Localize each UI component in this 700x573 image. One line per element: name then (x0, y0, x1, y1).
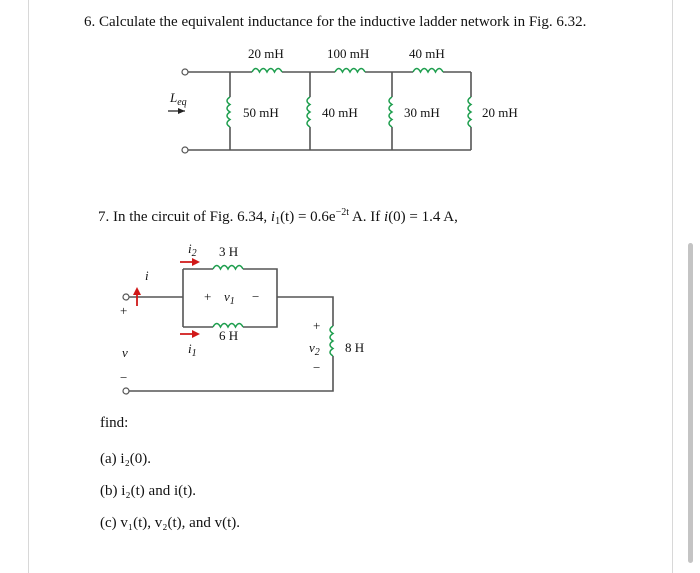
problem-6-text: Calculate the equivalent inductance for the inductive ladder network in Fig. 6.32. (99, 14, 587, 30)
label-20mh-shunt: 20 mH (482, 105, 518, 120)
problem-7-statement: 7. In the circuit of Fig. 6.34, $i_1(t) = 0.6e^{-2t}$ A. If i(0) = 1.4 A, (98, 207, 458, 227)
label-leq: $L_{eq}$ (170, 90, 187, 108)
find-item-b: (b) i₂(t) and i(t). (100, 483, 197, 499)
label-i2: $i_2$ (188, 241, 197, 259)
label-v-minus: − (120, 370, 128, 385)
label-v-plus: + (120, 303, 128, 318)
label-v2-plus: + (313, 318, 321, 333)
label-50mh: 50 mH (243, 105, 279, 120)
label-v1-plus: + (204, 289, 212, 304)
label-3h: 3 H (219, 244, 239, 259)
label-40mh-shunt: 40 mH (322, 105, 358, 120)
arrow-i-head (133, 287, 141, 295)
arrow-i2-head (192, 258, 200, 266)
label-i1: $i_1$ (188, 341, 197, 359)
terminal-v-top (123, 294, 129, 300)
label-40mh-top: 40 mH (409, 46, 445, 61)
label-v2: $v_2$ (309, 340, 320, 358)
label-6h: 6 H (219, 328, 239, 343)
find-item-a: (a) i₂(0). (100, 451, 152, 467)
find-heading: find: (100, 415, 129, 431)
label-v1-minus: − (252, 289, 260, 304)
label-8h: 8 H (345, 340, 365, 355)
find-item-c: (c) v₁(t), v₂(t), and v(t). (100, 515, 240, 531)
arrow-i1-head (192, 330, 200, 338)
label-20mh-top: 20 mH (248, 46, 284, 61)
problem-6-number: 6. (84, 14, 96, 30)
coil-3h (213, 266, 243, 270)
label-v1: $v_1$ (224, 289, 235, 307)
label-100mh: 100 mH (327, 46, 370, 61)
label-v: v (122, 345, 128, 360)
terminal-v-bottom (123, 388, 129, 394)
wire-right-loop (129, 297, 333, 391)
label-i: i (145, 268, 149, 283)
coil-6h (213, 324, 243, 328)
label-30mh: 30 mH (404, 105, 440, 120)
label-v2-minus: − (313, 360, 321, 375)
coil-8h (330, 326, 333, 356)
